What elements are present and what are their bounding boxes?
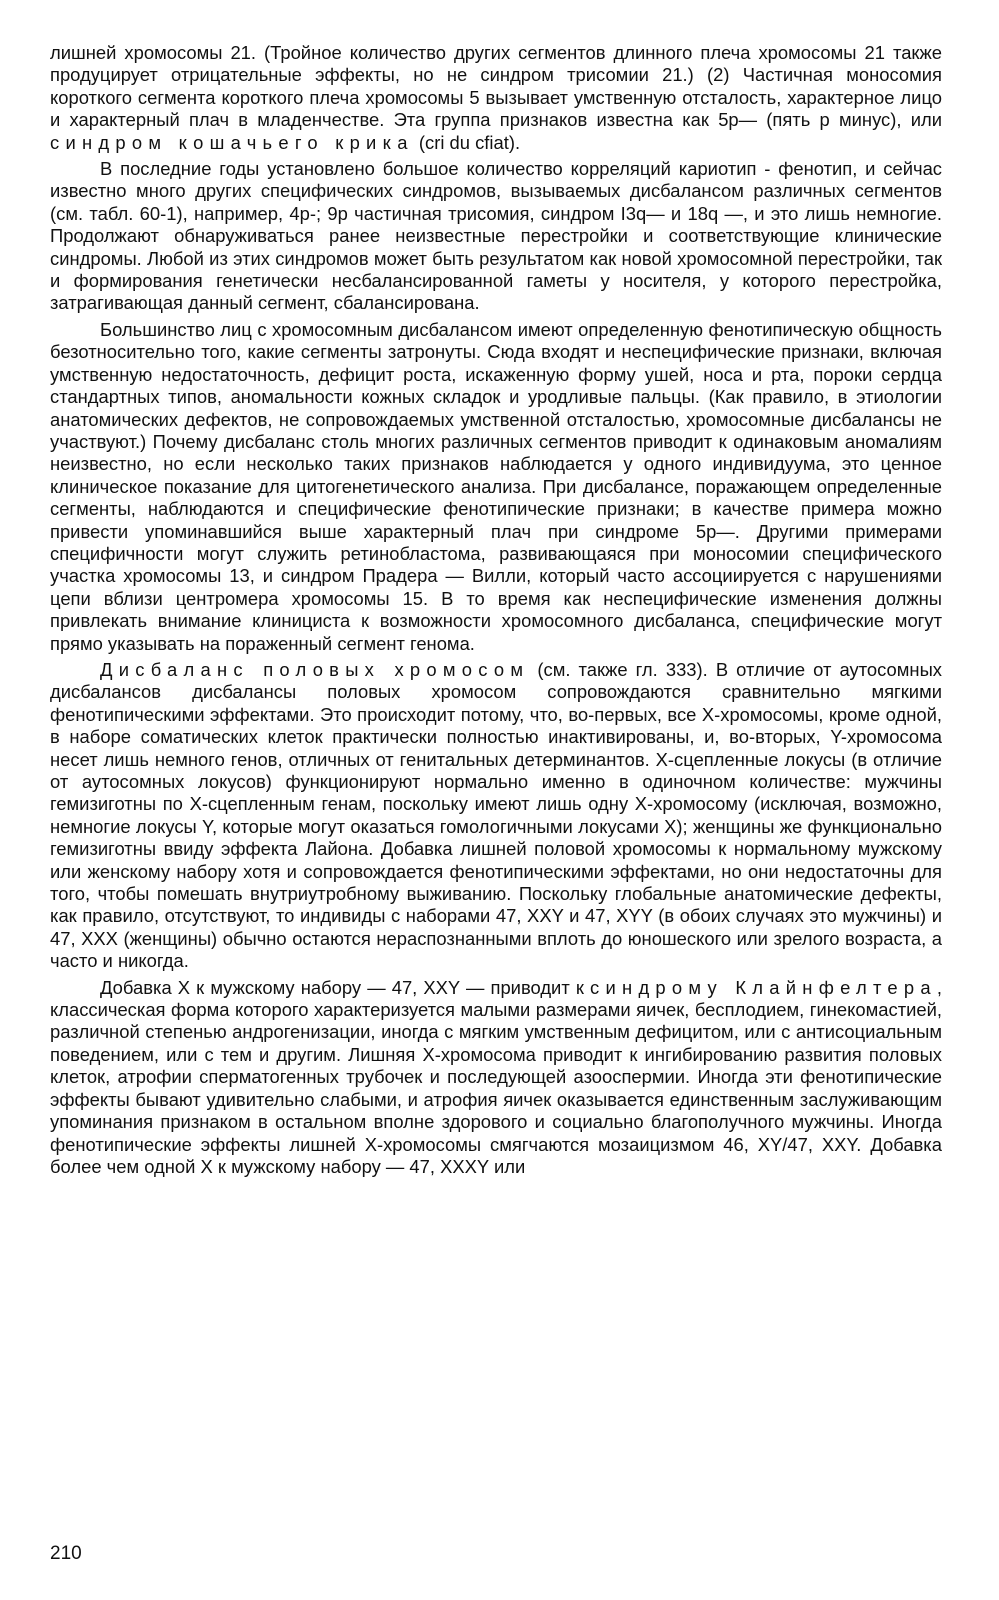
document-body (50, 42, 942, 1178)
paragraph-3 (50, 319, 942, 655)
spaced-term: синдрому Клайнфелтера (590, 976, 937, 998)
spaced-term: Дисбаланс половых хромосом (100, 658, 530, 680)
page-number: 210 (50, 1543, 82, 1564)
paragraph-text: лишней хромосомы 21. (Тройное количество других сегментов длинного плеча хромосомы 21 также продуцирует отрицательные эффекты, но не синдром трисомии 21.) (2) Частичная моносомия короткого сегмента короткого плеча хромосомы 5 вызывает умственную отсталость, характерное лицо и характерный плач в младенчестве. Эта группа признаков известна как 5р— (пять р минус), или (50, 42, 942, 131)
paragraph-text: (cri du cfiat). (413, 131, 521, 153)
paragraph-text: Добавка X к мужскому набору — 47, XXY — приводит к (100, 976, 591, 998)
paragraph-1 (50, 42, 942, 154)
paragraph-2 (50, 158, 942, 315)
spaced-term: синдром кошачьего крика (50, 131, 414, 153)
paragraph-text: В последние годы установлено большое количество корреляций кариотип - фенотип, и сейчас известно много других специфических синдромов, вызываемых дисбалансом различных сегментов (см. табл. 60-1), например, 4р-; 9р частичная трисомия, синдром I3q— и 18q —, и это лишь немногие. Продолжают обнаруживаться ранее неизвестные перестройки и соответствующие клинические синдромы. Любой из этих синдромов может быть результатом как новой хромосомной перестройки, так и формирования генетически несбалансированной гаметы у носителя, у которого перестройка, затрагивающая данный сегмент, сбалансирована. (50, 158, 942, 314)
paragraph-text: , классическая форма которого характеризуется малыми размерами яичек, бесплодием, гинекомастией, различной степенью андрогенизации, иногда с мягким умственным дефицитом, или с антисоциальным поведением, или с тем и другим. Лишняя Х-хромосома приводит к ингибированию развития половых клеток, атрофии сперматогенных трубочек и последующей азооспермии. Иногда эти фенотипические эффекты бывают удивительно слабыми, и атрофия яичек оказывается единственным заслуживающим упоминания признаком в остальном вполне здорового и социально благополучного мужчины. Иногда фенотипические эффекты лишней Х-хромосомы смягчаются мозаицизмом 46, XY/47, XXY. Добавка более чем одной X к мужскому набору — 47, XXXY или (50, 976, 943, 1177)
paragraph-text: (см. также гл. 333). В отличие от аутосомных дисбалансов дисбалансы половых хромосом сопровождаются сравнительно мягкими фенотипическими эффектами. Это происходит потому, что, во-первых, все Х-хромосомы, кроме одной, в наборе соматических клеток практически полностью инактивированы, и, во-вторых, Y-хромосома несет лишь немного генов, отличных от генитальных детерминантов. Х-сцепленные локусы (в отличие от аутосомных локусов) функционируют нормально именно в одиночном количестве: мужчины гемизиготны по Х-сцепленным генам, поскольку имеют лишь одну Х-хромосому (исключая, возможно, немногие локусы Y, которые могут оказаться гомологичными локусами X); женщины же функционально гемизиготны ввиду эффекта Лайона. Добавка лишней половой хромосомы к нормальному мужскому или женскому набору хотя и сопровождается фенотипическими эффектами, но они недостаточны для того, чтобы помешать внутриутробному выживанию. Поскольку глобальные анатомические дефекты, как правило, отсутствуют, то индивиды с наборами 47, XXY и 47, XYY (в обоих случаях это мужчины) и 47, XXX (женщины) обычно остаются нераспознанными вплоть до юношеского или зрелого возраста, а часто и никогда. (50, 658, 942, 972)
paragraph-text: Большинство лиц с хромосомным дисбалансом имеют определенную фенотипическую общность безотносительно того, какие сегменты затронуты. Сюда входят и неспецифические признаки, включая умственную недостаточность, дефицит роста, искаженную форму ушей, носа и рта, пороки сердца стандартных типов, аномальности кожных складок и уродливые пальцы. (Как правило, в этиологии анатомических дефектов, не сопровождаемых умственной отсталостью, хромосомные дисбалансы не участвуют.) Почему дисбаланс столь многих различных сегментов приводит к одинаковым аномалиям неизвестно, но если несколько таких признаков наблюдается у одного индивидуума, это ценное клиническое показание для цитогенетического анализа. При дисбалансе, поражающем определенные сегменты, наблюдаются и специфические фенотипические признаки; в качестве примера можно привести упоминавшийся выше характерный плач при синдроме 5р—. Другими примерами специфичности могут служить ретинобластома, развивающаяся при моносомии специфического участка хромосомы 13, и синдром Прадера — Вилли, который часто ассоциируется с нарушениями цепи вблизи центромера хромосомы 15. В то время как неспецифические изменения должны привлекать внимание клинициста к возможности хромосомного дисбаланса, специфические могут прямо указывать на пораженный сегмент генома. (50, 318, 942, 654)
paragraph-5 (50, 977, 942, 1179)
paragraph-4 (50, 659, 942, 973)
